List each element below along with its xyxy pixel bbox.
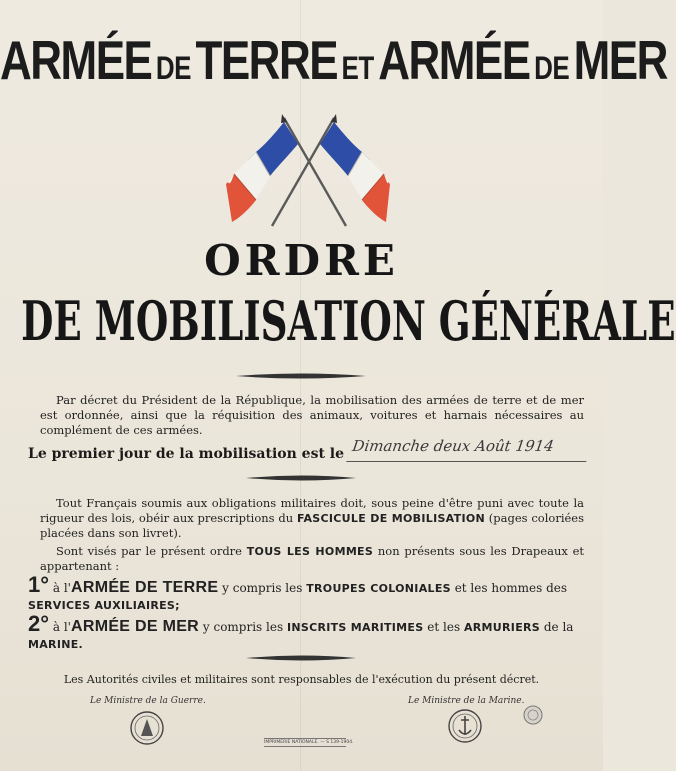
item-2-text-3: de la — [543, 620, 574, 634]
item-2-marine: MARINE. — [28, 638, 84, 651]
decree-paragraph — [40, 393, 584, 438]
obligation-paragraph — [40, 496, 584, 541]
ornament-rule-1 — [236, 372, 366, 380]
obligation-text-1: Tout Français soumis aux obligations militaires doit, sous peine d'être puni avec toute la rigueur des lois, obéir aux prescriptions du — [40, 496, 584, 525]
item-1-aux: SERVICES AUXILIAIRES; — [28, 599, 180, 612]
war-ministry-seal-icon — [129, 710, 165, 750]
item-1-army: ARMÉE DE TERRE — [70, 579, 219, 596]
header-et: ET — [341, 48, 374, 87]
handwritten-date: Dimanche deux Août 1914 — [346, 437, 590, 462]
item-2-army: ARMÉE DE MER — [70, 618, 200, 635]
item-2-armuriers: ARMURIERS — [463, 621, 541, 634]
obligation-text-2: (pages coloriées placées dans son livret). — [40, 511, 585, 540]
item-1-troops: TROUPES COLONIALES — [306, 582, 451, 595]
decree-text: Par décret du Président de la République, la mobilisation des armées de terre et de mer est ordonnée, ainsi que la réquisition des animaux, voitures et harnais nécessaires au complément de ces armées. — [40, 393, 584, 437]
item-2-number: 2° — [28, 611, 50, 636]
all-men-label: TOUS LES HOMMES — [246, 545, 374, 558]
stamp-icon — [522, 704, 544, 730]
authorities-note: Les Autorités civiles et militaires sont responsables de l'exécution du présent décret. — [63, 673, 540, 686]
title-ordre: ORDRE — [204, 236, 399, 285]
item-army-terre — [28, 572, 584, 614]
item-1-number: 1° — [28, 572, 50, 597]
title-mobilisation: DE MOBILISATION GÉNÉRALE — [21, 290, 676, 354]
printer-imprint: IMPRIMERIE NATIONALE. — S 139-1904. — [264, 740, 354, 745]
scope-paragraph — [40, 544, 584, 574]
ornament-rule-3 — [246, 654, 356, 662]
header-mer: MER — [573, 30, 667, 92]
header-armee-2: ARMÉE — [378, 30, 530, 92]
header-armee-1: ARMÉE — [0, 30, 152, 92]
item-2-text-1: y compris les — [202, 620, 284, 634]
item-army-mer — [28, 611, 584, 653]
item-1-a: à l' — [52, 581, 71, 595]
item-2-text-2: et les — [427, 620, 461, 634]
header-de-2: DE — [534, 48, 570, 87]
item-1-text-2: et les hommes des — [454, 581, 568, 595]
first-day-label: Le premier jour de la mobilisation est le — [28, 446, 345, 462]
crossed-flags-icon — [226, 114, 390, 230]
fascicule-label: FASCICULE DE MOBILISATION — [296, 512, 485, 525]
item-1-text-1: y compris les — [222, 581, 303, 595]
ornament-rule-2 — [246, 474, 356, 482]
scope-text-1: Sont visés par le présent ordre — [56, 544, 242, 558]
signature-minister-navy: Le Ministre de la Marine. — [408, 696, 525, 706]
scope-text-2: non présents sous les Drapeaux et appartenant : — [40, 544, 585, 573]
navy-ministry-seal-icon — [447, 708, 483, 748]
signature-minister-war: Le Ministre de la Guerre. — [90, 696, 206, 706]
header-terre: TERRE — [195, 30, 338, 92]
item-2-a: à l' — [52, 620, 71, 634]
header-de-1: DE — [155, 48, 191, 87]
item-2-inscrits: INSCRITS MARITIMES — [286, 621, 424, 634]
header-title — [0, 30, 667, 118]
